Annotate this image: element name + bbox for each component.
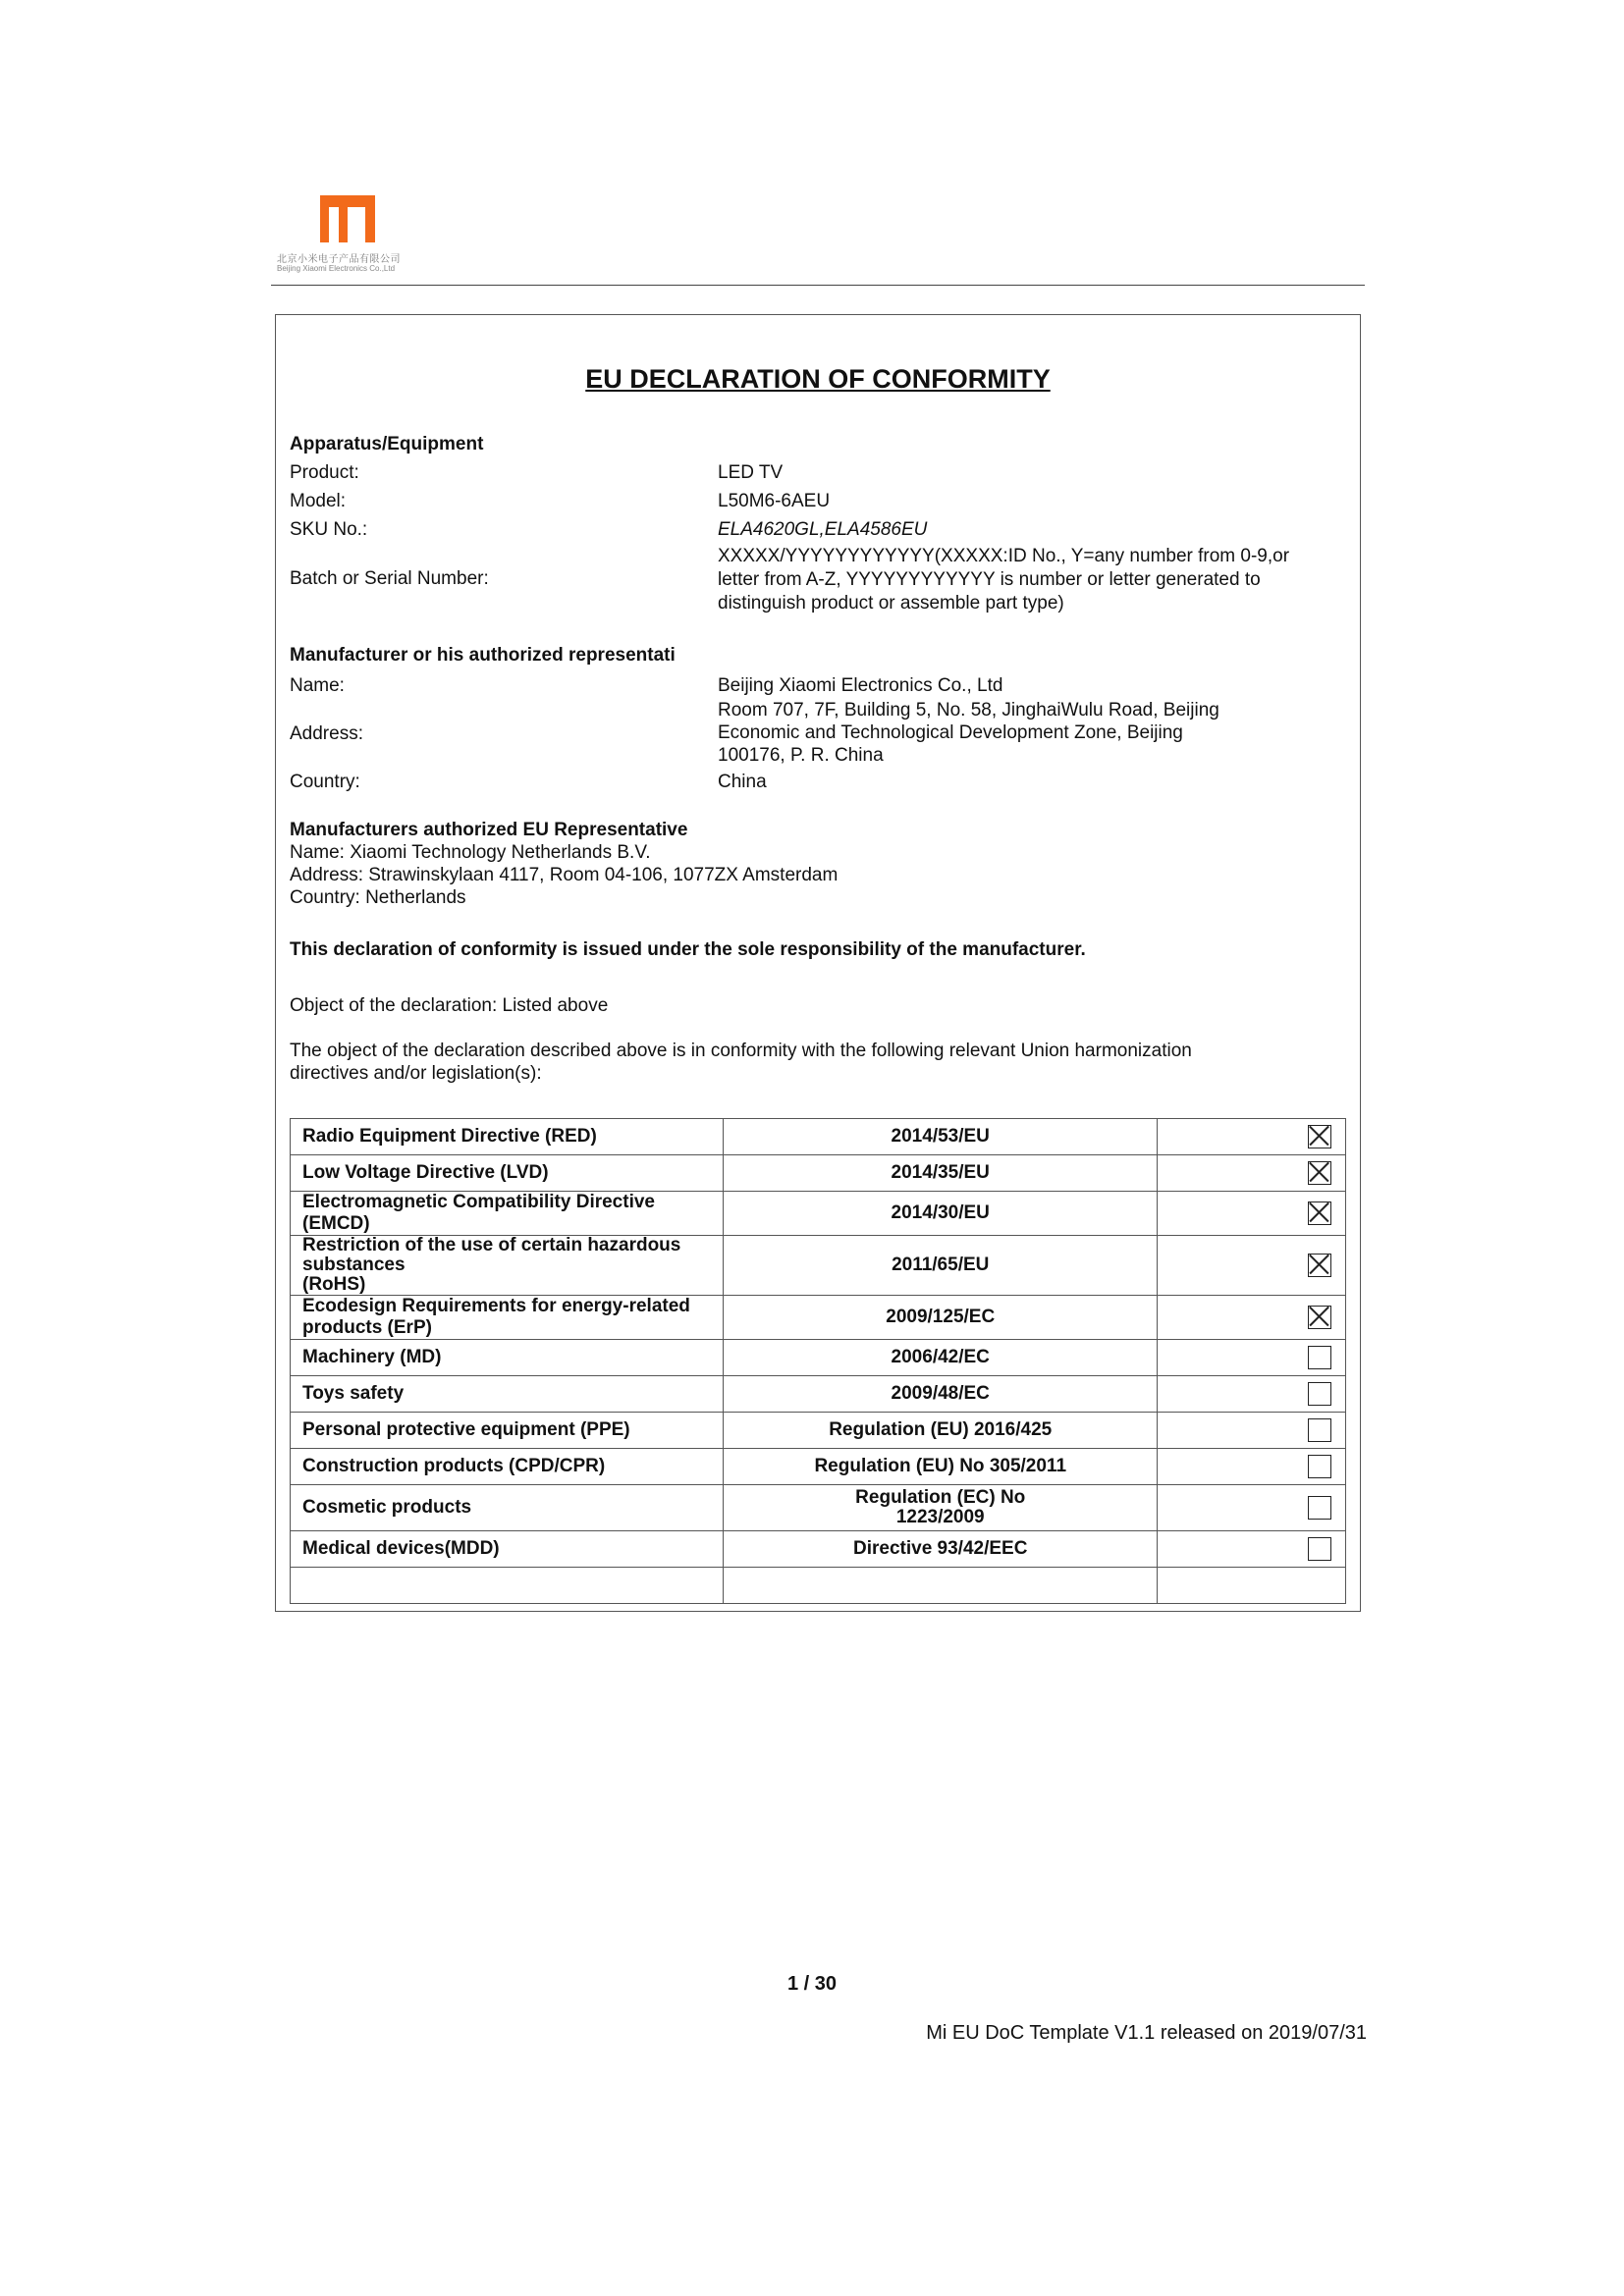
table-row: [291, 1296, 1346, 1340]
directive-reference-line-1: Regulation (EC) No: [855, 1487, 1026, 1508]
table-row: [291, 1376, 1346, 1413]
eu-representative-address: Address: Strawinskylaan 4117, Room 04-106, 1077ZX Amsterdam: [290, 865, 839, 885]
responsibility-statement: This declaration of conformity is issued under the sole responsibility of the manufacturer.: [290, 939, 1086, 960]
directive-reference: 2014/53/EU: [724, 1119, 1157, 1155]
conformity-statement-line-2: directives and/or legislation(s):: [290, 1063, 542, 1084]
table-row: [291, 1340, 1346, 1376]
product-label: Product:: [290, 462, 359, 483]
unchecked-checkbox[interactable]: [1308, 1455, 1331, 1478]
eu-representative-name: Name: Xiaomi Technology Netherlands B.V.: [290, 842, 651, 863]
directives-table: [290, 1118, 1346, 1604]
directive-name-line-2: (RoHS): [302, 1274, 366, 1295]
model-value: L50M6-6AEU: [718, 491, 831, 511]
directive-reference: 2006/42/EC: [724, 1340, 1157, 1376]
manufacturer-address-label: Address:: [290, 723, 363, 744]
eu-representative-country: Country: Netherlands: [290, 887, 466, 908]
directive-name: Toys safety: [291, 1376, 724, 1413]
header-divider: [271, 285, 1365, 286]
directive-name: [291, 1236, 724, 1296]
manufacturer-name-value: Beijing Xiaomi Electronics Co., Ltd: [718, 675, 1003, 696]
directive-reference: Regulation (EU) 2016/425: [724, 1413, 1157, 1449]
directive-reference: Directive 93/42/EEC: [724, 1531, 1157, 1568]
directive-name: Radio Equipment Directive (RED): [291, 1119, 724, 1155]
company-name-english: Beijing Xiaomi Electronics Co.,Ltd: [277, 264, 396, 273]
checked-checkbox[interactable]: [1308, 1254, 1331, 1277]
batch-value-line-2: letter from A-Z, YYYYYYYYYYYY is number or letter generated to: [718, 569, 1261, 590]
checked-checkbox[interactable]: [1308, 1306, 1331, 1329]
checked-checkbox[interactable]: [1308, 1161, 1331, 1185]
manufacturer-address-line-1: Room 707, 7F, Building 5, No. 58, JinghaiWulu Road, Beijing: [718, 700, 1219, 721]
conformity-statement-line-1: The object of the declaration described above is in conformity with the following relevant Union harmonization: [290, 1041, 1192, 1061]
batch-value-line-1: XXXXX/YYYYYYYYYYYY(XXXXX:ID No., Y=any number from 0-9,or: [718, 546, 1290, 566]
directive-name: Electromagnetic Compatibility Directive (EMCD): [291, 1192, 724, 1236]
directive-reference: 2014/30/EU: [724, 1192, 1157, 1236]
directive-name: Low Voltage Directive (LVD): [291, 1155, 724, 1192]
unchecked-checkbox[interactable]: [1308, 1382, 1331, 1406]
table-row: [291, 1236, 1346, 1296]
table-row: [291, 1192, 1346, 1236]
manufacturer-name-label: Name:: [290, 675, 345, 696]
directive-reference: 2009/125/EC: [724, 1296, 1157, 1340]
unchecked-checkbox[interactable]: [1308, 1496, 1331, 1520]
table-row: [291, 1413, 1346, 1449]
table-row-empty: [291, 1568, 1346, 1604]
manufacturer-heading: Manufacturer or his authorized representati: [290, 645, 676, 666]
directive-reference-line-2: 1223/2009: [895, 1507, 985, 1527]
model-label: Model:: [290, 491, 347, 511]
manufacturer-country-label: Country:: [290, 772, 360, 792]
table-row: [291, 1449, 1346, 1485]
manufacturer-country-value: China: [718, 772, 767, 792]
table-row: [291, 1531, 1346, 1568]
directive-name: Machinery (MD): [291, 1340, 724, 1376]
table-row: [291, 1485, 1346, 1531]
sku-label: SKU No.:: [290, 519, 368, 540]
directive-name: Personal protective equipment (PPE): [291, 1413, 724, 1449]
company-name-chinese: 北京小米电子产品有限公司: [277, 254, 401, 265]
product-value: LED TV: [718, 462, 784, 483]
directive-name: Construction products (CPD/CPR): [291, 1449, 724, 1485]
directive-name: Cosmetic products: [291, 1485, 724, 1531]
sku-value: ELA4620GL,ELA4586EU: [718, 519, 928, 540]
manufacturer-address-line-3: 100176, P. R. China: [718, 745, 884, 766]
footer-template-note: Mi EU DoC Template V1.1 released on 2019/07/31: [926, 2022, 1367, 2044]
directive-reference: [724, 1485, 1157, 1531]
directive-reference: 2009/48/EC: [724, 1376, 1157, 1413]
page-number: 1 / 30: [786, 1973, 838, 1995]
unchecked-checkbox[interactable]: [1308, 1537, 1331, 1561]
directive-name: Ecodesign Requirements for energy-related products (ErP): [291, 1296, 724, 1340]
declaration-frame: [275, 314, 1361, 1612]
checked-checkbox[interactable]: [1308, 1125, 1331, 1148]
table-row: [291, 1155, 1346, 1192]
apparatus-heading: Apparatus/Equipment: [290, 434, 484, 454]
checked-checkbox[interactable]: [1308, 1201, 1331, 1225]
table-row: [291, 1119, 1346, 1155]
unchecked-checkbox[interactable]: [1308, 1418, 1331, 1442]
directive-reference: Regulation (EU) No 305/2011: [724, 1449, 1157, 1485]
eu-representative-heading: Manufacturers authorized EU Representative: [290, 820, 688, 840]
directive-name-line-1: Restriction of the use of certain hazardous substances: [302, 1235, 681, 1275]
directive-reference: 2011/65/EU: [724, 1236, 1157, 1296]
company-logo: [271, 189, 438, 283]
batch-value-line-3: distinguish product or assemble part type): [718, 593, 1064, 614]
object-of-declaration: Object of the declaration: Listed above: [290, 995, 609, 1016]
directive-reference: 2014/35/EU: [724, 1155, 1157, 1192]
directive-name: Medical devices(MDD): [291, 1531, 724, 1568]
document-title: EU DECLARATION OF CONFORMITY: [585, 364, 1051, 394]
unchecked-checkbox[interactable]: [1308, 1346, 1331, 1369]
batch-label: Batch or Serial Number:: [290, 568, 489, 589]
mi-logo-icon: [320, 195, 375, 242]
manufacturer-address-line-2: Economic and Technological Development Zone, Beijing: [718, 722, 1183, 743]
